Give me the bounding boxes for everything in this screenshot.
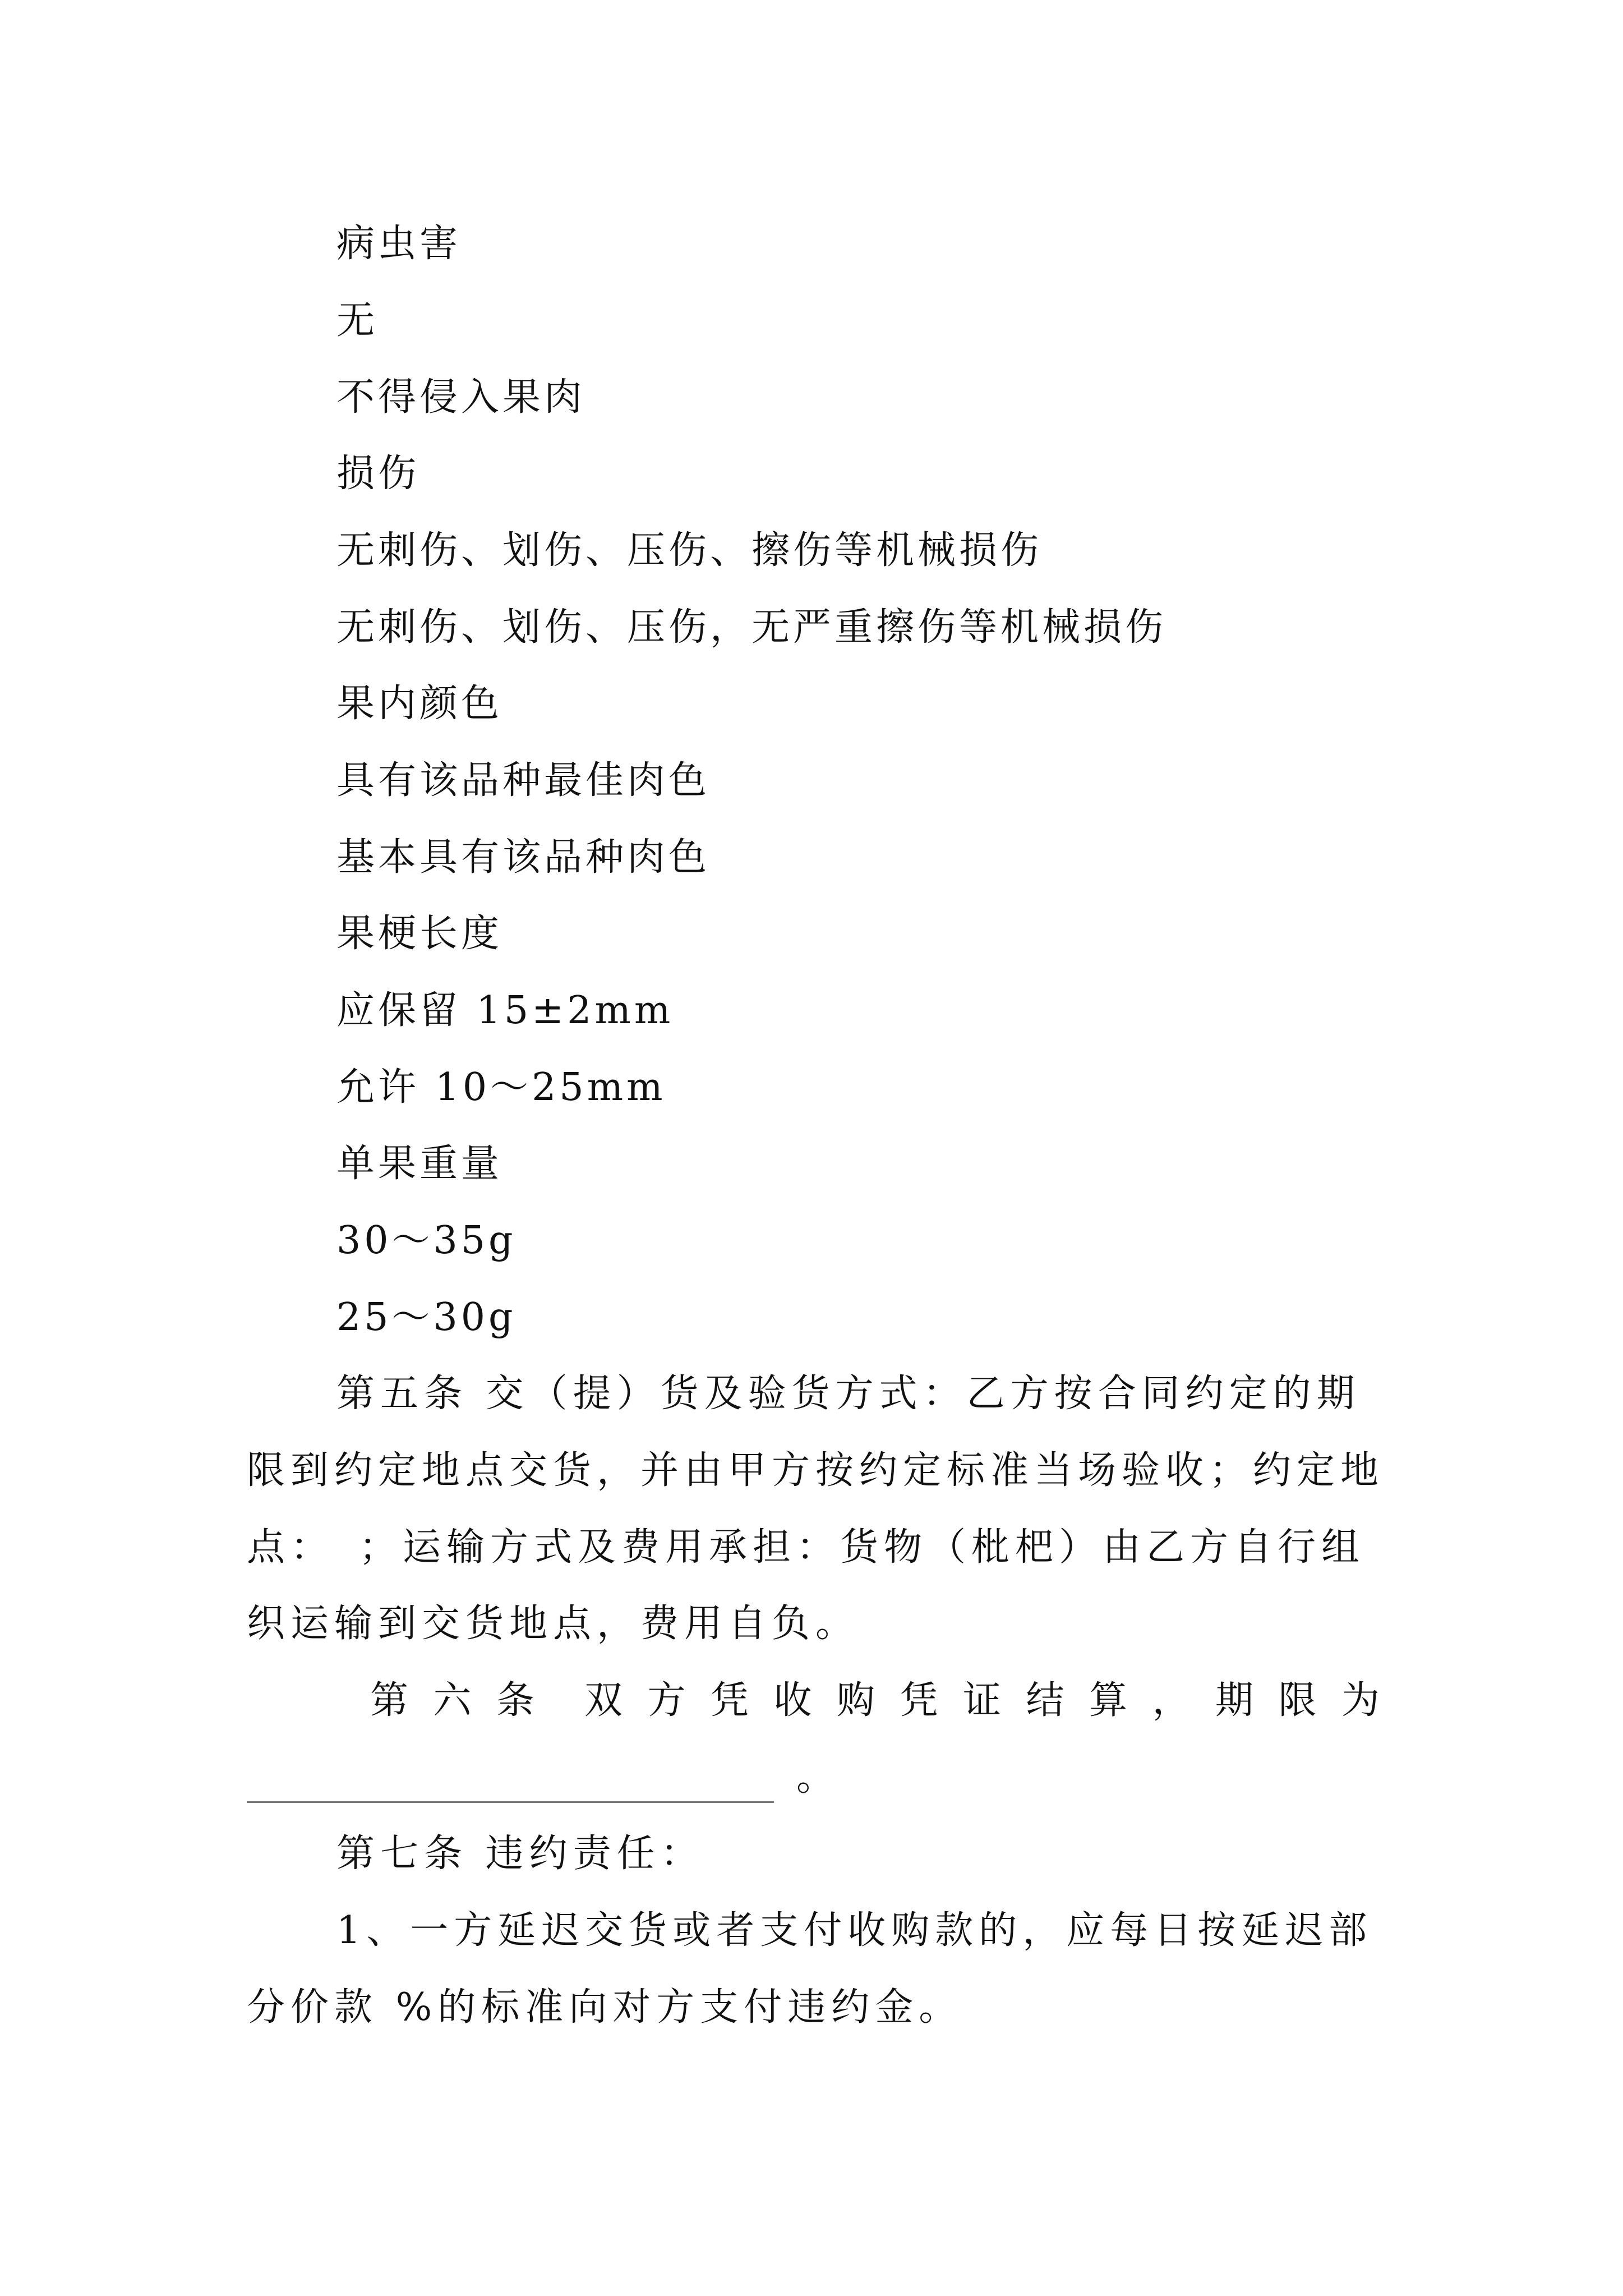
article6-char: 凭 <box>900 1678 938 1723</box>
article6-char: 方 <box>647 1678 686 1723</box>
table-line-stem-grade2: 允许 10～25mm <box>336 1065 666 1110</box>
table-line-weight-grade2: 25～30g <box>336 1295 517 1340</box>
article5-line2: 限到约定地点交货，并由甲方按约定标准当场验收；约定地 <box>247 1448 1385 1493</box>
table-line-weight-grade1: 30～35g <box>336 1218 517 1263</box>
article7-item1-line1: 1、一方延迟交货或者支付收购款的，应每日按延迟部 <box>336 1908 1373 1953</box>
article6-char: ， <box>1152 1678 1191 1723</box>
article5-line4: 织运输到交货地点，费用自负。 <box>247 1602 860 1646</box>
table-line-no-invade: 不得侵入果肉 <box>336 375 586 420</box>
table-line-stem-grade1: 应保留 15±2mm <box>336 988 674 1033</box>
article5-line3: 点： ；运输方式及费用承担：货物（枇杷）由乙方自行组 <box>247 1525 1366 1570</box>
article6-line2 <box>247 1752 1380 1803</box>
article6-char: 期 <box>1215 1678 1253 1723</box>
table-line-pest: 病虫害 <box>336 222 462 266</box>
table-line-color-grade1: 具有该品种最佳肉色 <box>336 758 711 803</box>
article6-char: 为 <box>1341 1678 1380 1723</box>
article6-char: 购 <box>836 1678 875 1723</box>
article6-char: 算 <box>1089 1678 1127 1723</box>
article6-char: 结 <box>1026 1678 1064 1723</box>
article6-char: 限 <box>1278 1678 1317 1723</box>
article6-char: 第 <box>370 1678 409 1723</box>
table-line-damage-grade2: 无刺伤、划伤、压伤，无严重擦伤等机械损伤 <box>336 605 1167 650</box>
table-line-stem-length: 果梗长度 <box>336 912 503 956</box>
article6-char: 条 <box>496 1678 535 1723</box>
fill-in-blank-line <box>247 1764 774 1803</box>
article7-title: 第七条 违约责任： <box>336 1832 704 1876</box>
table-line-damage-grade1: 无刺伤、划伤、压伤、擦伤等机械损伤 <box>336 528 1043 573</box>
article6-char: 双 <box>584 1678 623 1723</box>
table-line-flesh-color: 果内颜色 <box>336 682 503 726</box>
article5-line1: 第五条 交（提）货及验货方式：乙方按合同约定的期 <box>336 1372 1361 1416</box>
article7-item1-line2: 分价款 %的标准向对方支付违约金。 <box>247 1985 963 2030</box>
article6-char: 六 <box>433 1678 472 1723</box>
article6-char: 证 <box>962 1678 1001 1723</box>
table-line-color-grade2: 基本具有该品种肉色 <box>336 835 711 880</box>
article6-char: 凭 <box>710 1678 749 1723</box>
table-line-none: 无 <box>336 298 379 343</box>
table-line-fruit-weight: 单果重量 <box>336 1142 503 1186</box>
article6-char: 收 <box>773 1678 812 1723</box>
article6-end: 。 <box>796 1755 841 1800</box>
table-line-damage: 损伤 <box>336 452 420 496</box>
article6-line1 <box>370 1676 1380 1726</box>
